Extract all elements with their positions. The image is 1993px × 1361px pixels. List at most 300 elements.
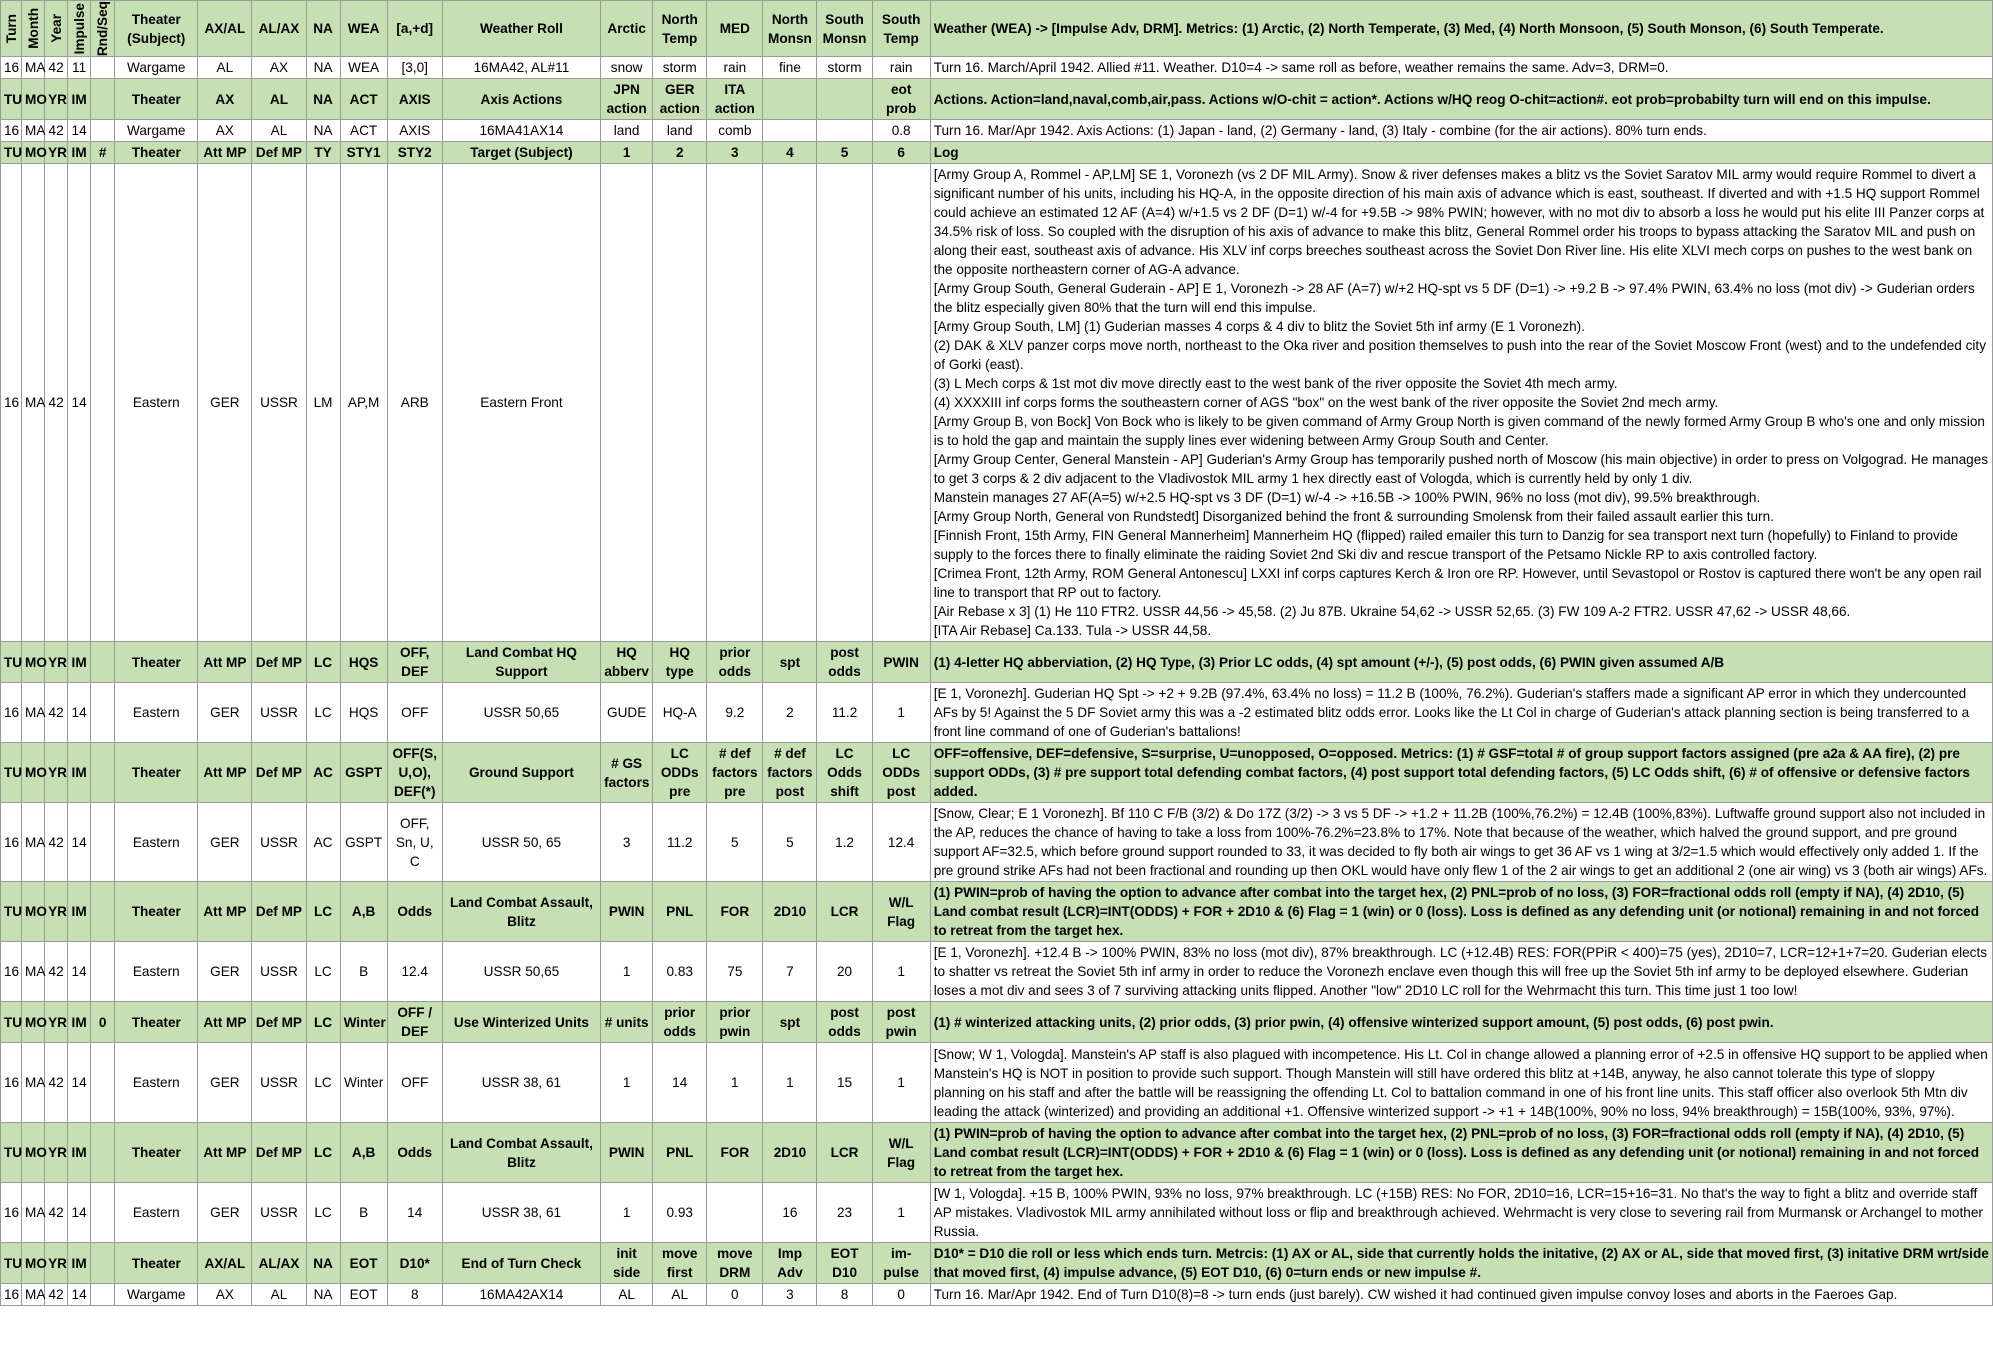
header-cell[interactable]: Theater <box>115 642 198 683</box>
data-cell[interactable]: snow <box>601 57 653 79</box>
data-cell[interactable]: Winter <box>340 1043 387 1123</box>
data-cell[interactable]: USSR <box>252 1183 306 1243</box>
header-cell[interactable]: Theater <box>115 1123 198 1183</box>
header-cell[interactable]: Def MP <box>252 1002 306 1043</box>
header-cell[interactable]: FOR <box>707 1123 763 1183</box>
data-cell[interactable]: Eastern <box>115 164 198 642</box>
data-cell[interactable]: 3 <box>601 803 653 882</box>
header-cell[interactable]: IM <box>68 1002 91 1043</box>
header-cell[interactable] <box>91 642 115 683</box>
header-cell[interactable]: YR <box>45 1002 68 1043</box>
header-cell[interactable]: spt <box>763 642 817 683</box>
data-cell[interactable]: AX <box>252 57 306 79</box>
header-cell[interactable]: 2D10 <box>763 1123 817 1183</box>
data-cell[interactable]: 14 <box>68 120 91 142</box>
data-cell[interactable]: 20 <box>817 942 872 1002</box>
data-cell[interactable]: 0.93 <box>653 1183 707 1243</box>
header-cell[interactable]: LCR <box>817 882 872 942</box>
data-cell[interactable]: 23 <box>817 1183 872 1243</box>
header-cell[interactable] <box>817 79 872 120</box>
header-cell[interactable]: W/L Flag <box>872 882 930 942</box>
data-cell[interactable] <box>91 1284 115 1306</box>
data-cell[interactable]: 16 <box>1 942 22 1002</box>
header-cell[interactable]: IM <box>68 743 91 803</box>
header-cell[interactable]: YR <box>45 142 68 164</box>
data-cell[interactable]: MA <box>22 120 45 142</box>
header-cell[interactable]: STY2 <box>387 142 442 164</box>
header-cell[interactable]: NA <box>306 79 340 120</box>
data-cell[interactable]: 42 <box>45 1284 68 1306</box>
header-cell[interactable]: MO <box>22 79 45 120</box>
header-cell[interactable]: North Monsn <box>763 1 817 57</box>
data-cell[interactable]: rain <box>707 57 763 79</box>
header-cell[interactable]: Att MP <box>198 142 252 164</box>
header-cell[interactable]: IM <box>68 882 91 942</box>
header-cell[interactable]: (1) PWIN=prob of having the option to advance after combat into the target hex, (2) PNL=prob of no loss, (3) FOR=fractional odds roll (empty if NA), (4) 2D10, (5) Land combat result (LCR)=INT(ODDS) + FOR + 2D10 & (6) Flag = 1 (win) or 0 (loss). Loss is defined as any defending unit (or notional) remaining in and not forced to retreat from the target hex. <box>930 882 1992 942</box>
header-cell[interactable]: Weather (WEA) -> [Impulse Adv, DRM]. Metrics: (1) Arctic, (2) North Temperate, (3) Med, (4) North Monsoon, (5) South Monson, (6) South Temperate. <box>930 1 1992 57</box>
data-cell[interactable]: land <box>653 120 707 142</box>
data-cell[interactable]: MA <box>22 164 45 642</box>
data-cell[interactable]: 1 <box>872 1183 930 1243</box>
data-cell[interactable]: 75 <box>707 942 763 1002</box>
header-cell[interactable]: 1 <box>601 142 653 164</box>
header-cell[interactable]: Imp Adv <box>763 1243 817 1284</box>
data-cell[interactable]: WEA <box>340 57 387 79</box>
data-cell[interactable]: HQS <box>340 683 387 743</box>
header-cell[interactable]: prior odds <box>653 1002 707 1043</box>
header-cell[interactable]: A,B <box>340 882 387 942</box>
data-cell[interactable]: HQ-A <box>653 683 707 743</box>
data-cell[interactable]: 16 <box>1 1183 22 1243</box>
header-cell[interactable]: PWIN <box>601 1123 653 1183</box>
header-cell[interactable]: Def MP <box>252 642 306 683</box>
data-cell[interactable]: AL <box>252 120 306 142</box>
data-cell[interactable]: 14 <box>68 942 91 1002</box>
header-cell[interactable]: NA <box>306 1243 340 1284</box>
header-cell[interactable]: IM <box>68 1123 91 1183</box>
data-cell[interactable]: 9.2 <box>707 683 763 743</box>
header-cell[interactable]: A,B <box>340 1123 387 1183</box>
header-cell[interactable]: LC <box>306 882 340 942</box>
header-cell[interactable]: Def MP <box>252 882 306 942</box>
header-cell[interactable]: eot prob <box>872 79 930 120</box>
data-cell[interactable] <box>91 1183 115 1243</box>
header-cell[interactable]: IM <box>68 642 91 683</box>
header-cell[interactable]: 4 <box>763 142 817 164</box>
header-cell[interactable] <box>91 1 115 57</box>
data-cell[interactable]: 14 <box>68 683 91 743</box>
header-cell[interactable]: TU <box>1 79 22 120</box>
data-cell[interactable]: 42 <box>45 164 68 642</box>
header-cell[interactable]: ACT <box>340 79 387 120</box>
data-cell[interactable]: 1 <box>872 1043 930 1123</box>
log-cell[interactable]: [E 1, Voronezh]. +12.4 B -> 100% PWIN, 83% no loss (mot div), 87% breakthrough. LC (+12.4B) RES: FOR(PPiR < 400)=75 (yes), 2D10=7, LCR=12+1+7=20. Guderian elects to shatter vs retreat the Soviet 5th inf army in order to reduce the Voronezh enclave even though this will free up the Soviet 5th inf army to be deployed elsewhere. Guderian loses a mot div and sees 3 of 7 surviving attacking units flipped. Another "low" 2D10 LC roll for the Wehrmacht this turn. This time just 1 too low! <box>930 942 1992 1002</box>
header-cell[interactable]: Land Combat Assault, Blitz <box>442 1123 600 1183</box>
data-cell[interactable]: land <box>601 120 653 142</box>
data-cell[interactable]: Eastern <box>115 683 198 743</box>
header-cell[interactable]: Def MP <box>252 1123 306 1183</box>
header-cell[interactable]: EOT <box>340 1243 387 1284</box>
log-cell[interactable]: [Snow, Clear; E 1 Voronezh]. Bf 110 C F/B (3/2) & Do 17Z (3/2) -> 3 vs 5 DF -> +1.2 + 11.2B (100%,76.2%) = 12.4B (100%,83%). Luftwaffe ground support also not included in the AP, reduces the chance of having to take a loss from 100%-76.2%=23.8% to 17%. Note that because of the weather, which halved the ground support, and pre ground support AF=32.5, which before ground support rounded to 33, it was decided to fly both air wings to get 36 AF vs 1 wing at 3/2=1.5 which would effectively only added 1. If the pre ground strike AFs had not been fractional and rounding up then OKL would have only flew 1 of the 2 air wings to get an additional 2 (one air wing) vs 3 (both air wings) AFs. <box>930 803 1992 882</box>
data-cell[interactable]: 14 <box>387 1183 442 1243</box>
data-cell[interactable]: USSR <box>252 164 306 642</box>
header-cell[interactable]: North Temp <box>653 1 707 57</box>
data-cell[interactable] <box>707 1183 763 1243</box>
header-cell[interactable]: IM <box>68 1243 91 1284</box>
data-cell[interactable]: B <box>340 1183 387 1243</box>
header-cell[interactable]: FOR <box>707 882 763 942</box>
header-cell[interactable]: AX/AL <box>198 1 252 57</box>
data-cell[interactable]: 8 <box>817 1284 872 1306</box>
data-cell[interactable] <box>763 120 817 142</box>
header-cell[interactable]: Target (Subject) <box>442 142 600 164</box>
header-cell[interactable]: PWIN <box>872 642 930 683</box>
log-cell[interactable]: Turn 16. Mar/Apr 1942. End of Turn D10(8)=8 -> turn ends (just barely). CW wished it had continued given impulse convoy loses and aborts in the Faeroes Gap. <box>930 1284 1992 1306</box>
data-cell[interactable] <box>91 683 115 743</box>
data-cell[interactable]: 16 <box>1 803 22 882</box>
data-cell[interactable]: 42 <box>45 1043 68 1123</box>
header-cell[interactable] <box>45 1 68 57</box>
data-cell[interactable]: GER <box>198 803 252 882</box>
header-cell[interactable]: YR <box>45 642 68 683</box>
data-cell[interactable]: storm <box>817 57 872 79</box>
header-cell[interactable] <box>68 1 91 57</box>
data-cell[interactable] <box>872 164 930 642</box>
data-cell[interactable]: USSR <box>252 803 306 882</box>
data-cell[interactable]: GER <box>198 683 252 743</box>
header-cell[interactable]: 2D10 <box>763 882 817 942</box>
header-cell[interactable]: YR <box>45 743 68 803</box>
data-cell[interactable]: AP,M <box>340 164 387 642</box>
header-cell[interactable]: HQ abberv <box>601 642 653 683</box>
header-cell[interactable]: LC <box>306 1002 340 1043</box>
header-cell[interactable]: Att MP <box>198 882 252 942</box>
data-cell[interactable]: GUDE <box>601 683 653 743</box>
data-cell[interactable]: GER <box>198 1183 252 1243</box>
data-cell[interactable]: USSR <box>252 942 306 1002</box>
header-cell[interactable]: init side <box>601 1243 653 1284</box>
header-cell[interactable]: (1) 4-letter HQ abberviation, (2) HQ Type, (3) Prior LC odds, (4) spt amount (+/-), (5) post odds, (6) PWIN given assumed A/B <box>930 642 1992 683</box>
header-cell[interactable]: ITA action <box>707 79 763 120</box>
header-cell[interactable]: TU <box>1 1002 22 1043</box>
header-cell[interactable]: Att MP <box>198 1123 252 1183</box>
data-cell[interactable]: ACT <box>340 120 387 142</box>
header-cell[interactable]: Att MP <box>198 642 252 683</box>
data-cell[interactable]: AL <box>601 1284 653 1306</box>
header-cell[interactable]: move DRM <box>707 1243 763 1284</box>
header-cell[interactable]: YR <box>45 882 68 942</box>
header-cell[interactable]: MO <box>22 642 45 683</box>
header-cell[interactable]: MO <box>22 743 45 803</box>
data-cell[interactable]: MA <box>22 1183 45 1243</box>
data-cell[interactable]: 42 <box>45 120 68 142</box>
data-cell[interactable]: USSR 50,65 <box>442 942 600 1002</box>
data-cell[interactable]: AC <box>306 803 340 882</box>
data-cell[interactable]: 15 <box>817 1043 872 1123</box>
data-cell[interactable]: USSR <box>252 1043 306 1123</box>
header-cell[interactable]: Actions. Action=land,naval,comb,air,pass. Actions w/O-chit = action*. Actions w/HQ reog O-chit=action#. eot prob=probabilty turn will end on this impulse. <box>930 79 1992 120</box>
data-cell[interactable]: 14 <box>68 1043 91 1123</box>
header-cell[interactable]: LC ODDs post <box>872 743 930 803</box>
data-cell[interactable]: comb <box>707 120 763 142</box>
header-cell[interactable]: prior odds <box>707 642 763 683</box>
data-cell[interactable]: 1 <box>872 683 930 743</box>
header-cell[interactable]: MO <box>22 882 45 942</box>
data-cell[interactable]: 14 <box>653 1043 707 1123</box>
header-cell[interactable]: TU <box>1 1123 22 1183</box>
header-cell[interactable]: PWIN <box>601 882 653 942</box>
data-cell[interactable]: 12.4 <box>872 803 930 882</box>
data-cell[interactable]: USSR 38, 61 <box>442 1043 600 1123</box>
data-cell[interactable] <box>91 164 115 642</box>
header-cell[interactable] <box>91 1243 115 1284</box>
header-cell[interactable]: D10* = D10 die roll or less which ends turn. Metrcis: (1) AX or AL, side that currently holds the initative, (2) AX or AL, side that moved first, (3) initative DRM wrt/side that moved first, (4) impulse advance, (5) EOT D10, (6) 0=turn ends or new impulse #. <box>930 1243 1992 1284</box>
data-cell[interactable] <box>763 164 817 642</box>
header-cell[interactable]: YR <box>45 1243 68 1284</box>
log-cell[interactable]: Turn 16. Mar/Apr 1942. Axis Actions: (1) Japan - land, (2) Germany - land, (3) Italy - combine (for the air actions). 80% turn ends. <box>930 120 1992 142</box>
data-cell[interactable]: 14 <box>68 164 91 642</box>
header-cell[interactable]: 6 <box>872 142 930 164</box>
header-cell[interactable]: Odds <box>387 1123 442 1183</box>
data-cell[interactable]: B <box>340 942 387 1002</box>
header-cell[interactable]: PNL <box>653 1123 707 1183</box>
data-cell[interactable]: EOT <box>340 1284 387 1306</box>
data-cell[interactable]: USSR 38, 61 <box>442 1183 600 1243</box>
data-cell[interactable]: 11.2 <box>653 803 707 882</box>
header-cell[interactable]: NA <box>306 1 340 57</box>
data-cell[interactable]: USSR 50, 65 <box>442 803 600 882</box>
header-cell[interactable]: LC ODDs pre <box>653 743 707 803</box>
header-cell[interactable]: AC <box>306 743 340 803</box>
data-cell[interactable]: 1.2 <box>817 803 872 882</box>
header-cell[interactable]: Theater (Subject) <box>115 1 198 57</box>
header-cell[interactable]: LC Odds shift <box>817 743 872 803</box>
header-cell[interactable]: im- pulse <box>872 1243 930 1284</box>
data-cell[interactable]: OFF, Sn, U, C <box>387 803 442 882</box>
header-cell[interactable]: South Monsn <box>817 1 872 57</box>
data-cell[interactable] <box>91 1043 115 1123</box>
header-cell[interactable]: End of Turn Check <box>442 1243 600 1284</box>
data-cell[interactable]: 0 <box>707 1284 763 1306</box>
data-cell[interactable]: storm <box>653 57 707 79</box>
data-cell[interactable]: AX <box>198 120 252 142</box>
data-cell[interactable]: 1 <box>601 1183 653 1243</box>
header-cell[interactable]: # GS factors <box>601 743 653 803</box>
header-cell[interactable]: (1) # winterized attacking units, (2) prior odds, (3) prior pwin, (4) offensive winterized support amount, (5) post odds, (6) post pwin. <box>930 1002 1992 1043</box>
header-cell[interactable]: move first <box>653 1243 707 1284</box>
data-cell[interactable]: 16 <box>1 683 22 743</box>
header-cell[interactable]: OFF, DEF <box>387 642 442 683</box>
header-cell[interactable]: MO <box>22 1002 45 1043</box>
data-cell[interactable]: 3 <box>763 1284 817 1306</box>
data-cell[interactable]: 1 <box>872 942 930 1002</box>
header-cell[interactable]: Use Winterized Units <box>442 1002 600 1043</box>
data-cell[interactable]: 16 <box>1 1284 22 1306</box>
data-cell[interactable]: 14 <box>68 1183 91 1243</box>
header-cell[interactable]: spt <box>763 1002 817 1043</box>
header-cell[interactable]: Theater <box>115 142 198 164</box>
header-cell[interactable]: AL/AX <box>252 1243 306 1284</box>
header-cell[interactable]: Def MP <box>252 743 306 803</box>
data-cell[interactable]: USSR <box>252 683 306 743</box>
data-cell[interactable]: 16 <box>1 1043 22 1123</box>
data-cell[interactable]: 5 <box>707 803 763 882</box>
header-cell[interactable]: # units <box>601 1002 653 1043</box>
data-cell[interactable]: AX <box>198 1284 252 1306</box>
header-cell[interactable]: Ground Support <box>442 743 600 803</box>
header-cell[interactable]: OFF / DEF <box>387 1002 442 1043</box>
header-cell[interactable]: Theater <box>115 1243 198 1284</box>
header-cell[interactable]: YR <box>45 79 68 120</box>
data-cell[interactable]: fine <box>763 57 817 79</box>
data-cell[interactable]: 42 <box>45 57 68 79</box>
header-cell[interactable] <box>91 1123 115 1183</box>
data-cell[interactable]: MA <box>22 1043 45 1123</box>
header-cell[interactable]: MED <box>707 1 763 57</box>
header-cell[interactable]: 2 <box>653 142 707 164</box>
header-cell[interactable]: MO <box>22 1123 45 1183</box>
header-cell[interactable]: prior pwin <box>707 1002 763 1043</box>
header-cell[interactable]: TU <box>1 142 22 164</box>
data-cell[interactable]: OFF <box>387 683 442 743</box>
log-cell[interactable]: [W 1, Vologda]. +15 B, 100% PWIN, 93% no loss, 97% breakthrough. LC (+15B) RES: No FOR, 2D10=16, LCR=15+16=31. No that's the way to fight a blitz and override staff AP mistakes. Vladivostok MIL army annihilated without loss or flip and breakthrough achieved. Wehrmacht is very close to severing rail from Murmansk or Archangel to mother Russia. <box>930 1183 1992 1243</box>
data-cell[interactable]: Eastern <box>115 803 198 882</box>
data-cell[interactable]: rain <box>872 57 930 79</box>
header-cell[interactable]: GER action <box>653 79 707 120</box>
header-cell[interactable]: Weather Roll <box>442 1 600 57</box>
data-cell[interactable]: 42 <box>45 683 68 743</box>
header-cell[interactable]: [a,+d] <box>387 1 442 57</box>
data-cell[interactable]: LC <box>306 1183 340 1243</box>
header-cell[interactable]: TU <box>1 882 22 942</box>
header-cell[interactable]: HQ type <box>653 642 707 683</box>
data-cell[interactable]: 14 <box>68 1284 91 1306</box>
data-cell[interactable]: GER <box>198 942 252 1002</box>
header-cell[interactable]: post odds <box>817 1002 872 1043</box>
header-cell[interactable]: South Temp <box>872 1 930 57</box>
header-cell[interactable]: Theater <box>115 743 198 803</box>
header-cell[interactable]: 0 <box>91 1002 115 1043</box>
data-cell[interactable]: 16 <box>763 1183 817 1243</box>
header-cell[interactable]: EOT D10 <box>817 1243 872 1284</box>
data-cell[interactable]: USSR 50,65 <box>442 683 600 743</box>
data-cell[interactable]: ARB <box>387 164 442 642</box>
data-cell[interactable]: GER <box>198 164 252 642</box>
data-cell[interactable]: MA <box>22 942 45 1002</box>
data-cell[interactable]: AXIS <box>387 120 442 142</box>
data-cell[interactable]: OFF <box>387 1043 442 1123</box>
data-cell[interactable]: [3,0] <box>387 57 442 79</box>
data-cell[interactable]: Eastern <box>115 1043 198 1123</box>
header-cell[interactable]: # <box>91 142 115 164</box>
header-cell[interactable]: Att MP <box>198 1002 252 1043</box>
data-cell[interactable]: 8 <box>387 1284 442 1306</box>
data-cell[interactable]: 5 <box>763 803 817 882</box>
data-cell[interactable]: AL <box>653 1284 707 1306</box>
data-cell[interactable] <box>91 57 115 79</box>
data-cell[interactable] <box>817 164 872 642</box>
header-cell[interactable]: 5 <box>817 142 872 164</box>
header-cell[interactable] <box>91 882 115 942</box>
header-cell[interactable]: YR <box>45 1123 68 1183</box>
header-cell[interactable]: Att MP <box>198 743 252 803</box>
data-cell[interactable]: 0.8 <box>872 120 930 142</box>
data-cell[interactable]: Wargame <box>115 57 198 79</box>
header-cell[interactable]: Theater <box>115 79 198 120</box>
header-cell[interactable]: TU <box>1 642 22 683</box>
header-cell[interactable]: Theater <box>115 1002 198 1043</box>
header-cell[interactable]: Log <box>930 142 1992 164</box>
data-cell[interactable]: Eastern Front <box>442 164 600 642</box>
header-cell[interactable]: LC <box>306 1123 340 1183</box>
header-cell[interactable] <box>1 1 22 57</box>
header-cell[interactable]: post odds <box>817 642 872 683</box>
header-cell[interactable]: TY <box>306 142 340 164</box>
data-cell[interactable]: Wargame <box>115 1284 198 1306</box>
data-cell[interactable]: NA <box>306 1284 340 1306</box>
header-cell[interactable]: TU <box>1 743 22 803</box>
header-cell[interactable]: AX <box>198 79 252 120</box>
data-cell[interactable]: 1 <box>601 1043 653 1123</box>
header-cell[interactable]: Axis Actions <box>442 79 600 120</box>
data-cell[interactable]: 7 <box>763 942 817 1002</box>
data-cell[interactable]: MA <box>22 683 45 743</box>
header-cell[interactable]: Land Combat HQ Support <box>442 642 600 683</box>
header-cell[interactable]: Winter <box>340 1002 387 1043</box>
data-cell[interactable] <box>91 120 115 142</box>
data-cell[interactable]: MA <box>22 57 45 79</box>
data-cell[interactable]: 42 <box>45 1183 68 1243</box>
data-cell[interactable]: 16 <box>1 164 22 642</box>
data-cell[interactable]: 16 <box>1 120 22 142</box>
data-cell[interactable] <box>601 164 653 642</box>
data-cell[interactable]: 16MA42, AL#11 <box>442 57 600 79</box>
header-cell[interactable]: MO <box>22 142 45 164</box>
log-cell[interactable]: [Snow; W 1, Vologda]. Manstein's AP staff is also plagued with incompetence. His Lt. Col in change allowed a planning error of +2.5 in offensive HQ support to be applied when Manstein's HQ is NOT in position to provide such support. Though Manstein will still have ordered this blitz at +14B, anyway, he also cannot tolerate this type of sloppy planning on his staff and after the battle will be reassigning the offending Lt. Col to battalion command in one of his front line units. This staff officer also overlook 5th Mtn div leading the attack (winterized) and providing an additional +1. Offensive winterized support -> +1 + 14B(100%, 90% no loss, 94% breakthrough) = 15B(100%, 93%, 97%). <box>930 1043 1992 1123</box>
data-cell[interactable]: AL <box>252 1284 306 1306</box>
header-cell[interactable]: HQS <box>340 642 387 683</box>
data-cell[interactable]: 0.83 <box>653 942 707 1002</box>
data-cell[interactable]: 2 <box>763 683 817 743</box>
header-cell[interactable]: # def factors post <box>763 743 817 803</box>
header-cell[interactable]: OFF=offensive, DEF=defensive, S=surprise, U=unopposed, O=opposed. Metrics: (1) # GSF=total # of group support factors assigned (pre a2a & AA fire), (2) pre support ODDs, (3) # pre support total defending combat factors, (4) post support total defending factors, (5) LC Odds shift, (6) # of offensive or defensive factors added. <box>930 743 1992 803</box>
data-cell[interactable] <box>817 120 872 142</box>
header-cell[interactable]: TU <box>1 1243 22 1284</box>
header-cell[interactable]: STY1 <box>340 142 387 164</box>
header-cell[interactable] <box>91 79 115 120</box>
data-cell[interactable]: MA <box>22 1284 45 1306</box>
data-cell[interactable]: AL <box>198 57 252 79</box>
header-cell[interactable]: Def MP <box>252 142 306 164</box>
header-cell[interactable] <box>91 743 115 803</box>
header-cell[interactable]: # def factors pre <box>707 743 763 803</box>
data-cell[interactable]: Eastern <box>115 1183 198 1243</box>
header-cell[interactable]: (1) PWIN=prob of having the option to advance after combat into the target hex, (2) PNL=prob of no loss, (3) FOR=fractional odds roll (empty if NA), (4) 2D10, (5) Land combat result (LCR)=INT(ODDS) + FOR + 2D10 & (6) Flag = 1 (win) or 0 (loss). Loss is defined as any defending unit (or notional) remaining in and not forced to retreat from the target hex. <box>930 1123 1992 1183</box>
header-cell[interactable]: D10* <box>387 1243 442 1284</box>
data-cell[interactable]: NA <box>306 120 340 142</box>
data-cell[interactable]: GSPT <box>340 803 387 882</box>
header-cell[interactable]: PNL <box>653 882 707 942</box>
data-cell[interactable]: 0 <box>872 1284 930 1306</box>
header-cell[interactable]: IM <box>68 79 91 120</box>
header-cell[interactable]: Land Combat Assault, Blitz <box>442 882 600 942</box>
data-cell[interactable]: 42 <box>45 942 68 1002</box>
data-cell[interactable]: LC <box>306 942 340 1002</box>
header-cell[interactable]: AX/AL <box>198 1243 252 1284</box>
data-cell[interactable]: Eastern <box>115 942 198 1002</box>
header-cell[interactable]: JPN action <box>601 79 653 120</box>
data-cell[interactable]: 11.2 <box>817 683 872 743</box>
